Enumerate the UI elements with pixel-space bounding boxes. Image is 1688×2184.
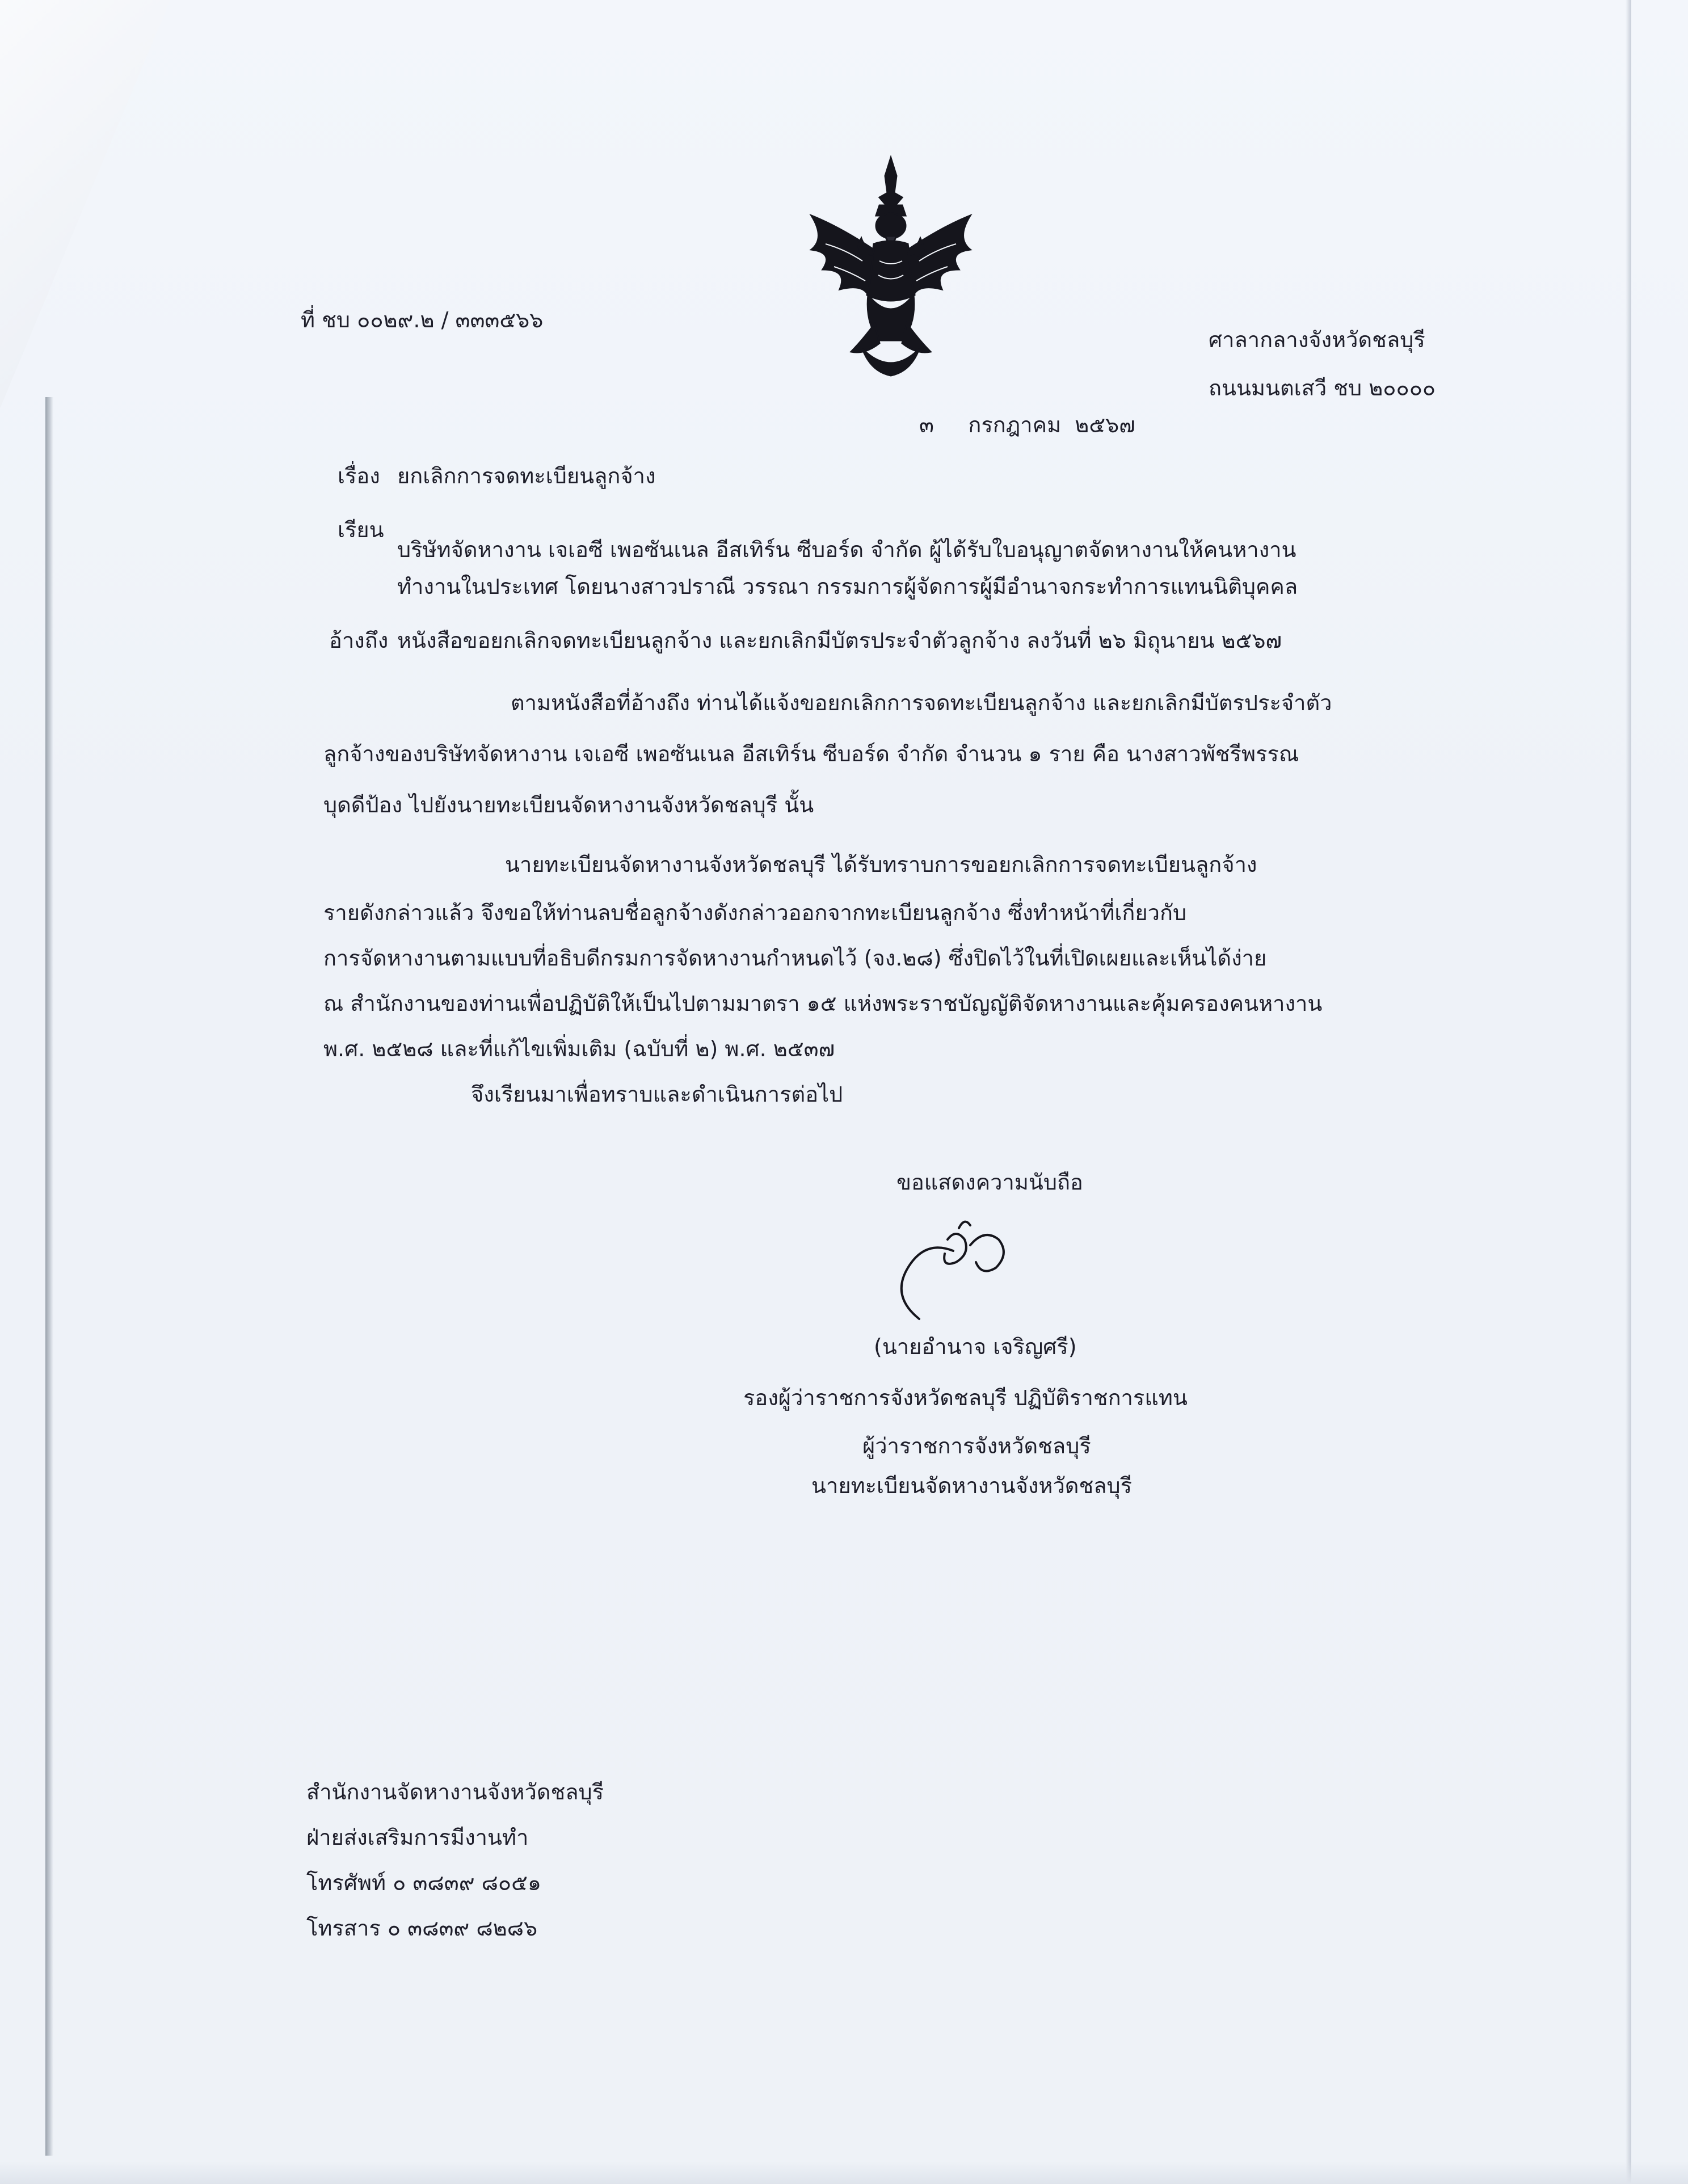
subject-text: ยกเลิกการจดทะเบียนลูกจ้าง [397,463,656,488]
recipient-label: เรียน [338,517,384,542]
para2-line: ณ สำนักงานของท่านเพื่อปฏิบัติให้เป็นไปตามมาตรา ๑๕ แห่งพระราชบัญญัติจัดหางานและคุ้มครองคนหางาน [323,991,1323,1016]
handwritten-signature [885,1205,1033,1336]
document-number: ที่ ชบ ๐๐๒๙.๒ / ๓๓๓๕๖๖ [301,307,544,332]
signatory-name: (นายอำนาจ เจริญศรี) [874,1334,1077,1359]
para1-line: ตามหนังสือที่อ้างถึง ท่านได้แจ้งขอยกเลิกการจดทะเบียนลูกจ้าง และยกเลิกมีบัตรประจำตัว [511,690,1332,715]
reference-label: อ้างถึง [329,628,389,653]
sender-address-line1: ศาลากลางจังหวัดชลบุรี [1209,327,1425,352]
para2-line: การจัดหางานตามแบบที่อธิบดีกรมการจัดหางานกำหนดไว้ (จง.๒๘) ซึ่งปิดไว้ในที่เปิดเผยและเห็นได้ง่าย [323,946,1267,971]
reference-text: หนังสือขอยกเลิกจดทะเบียนลูกจ้าง และยกเลิกมีบัตรประจำตัวลูกจ้าง ลงวันที่ ๒๖ มิถุนายน ๒๕๖๗ [397,628,1282,653]
signatory-position-3: นายทะเบียนจัดหางานจังหวัดชลบุรี [811,1473,1133,1498]
para2-line: พ.ศ. ๒๕๒๘ และที่แก้ไขเพิ่มเติม (ฉบับที่ ๒) พ.ศ. ๒๕๓๗ [323,1036,835,1061]
para1-line: ลูกจ้างของบริษัทจัดหางาน เจเอซี เพอซันเนล อีสเทิร์น ซีบอร์ด จำกัด จำนวน ๑ ราย คือ นางสาวพัชรีพรรณ [323,741,1299,766]
paper-left-edge [45,397,53,2156]
signatory-position-1: รองผู้ว่าราชการจังหวัดชลบุรี ปฏิบัติราชการแทน [743,1385,1188,1410]
recipient-line-1: บริษัทจัดหางาน เจเอซี เพอซันเนล อีสเทิร์น ซีบอร์ด จำกัด ผู้ได้รับใบอนุญาตจัดหางานให้คนหางาน [397,537,1296,562]
footer-division: ฝ่ายส่งเสริมการมีงานทำ [306,1825,529,1850]
para1-line: บุดดีป้อง ไปยังนายทะเบียนจัดหางานจังหวัดชลบุรี นั้น [323,792,814,817]
closing-salutation: ขอแสดงความนับถือ [896,1170,1083,1195]
closing-request: จึงเรียนมาเพื่อทราบและดำเนินการต่อไป [471,1082,843,1107]
subject-label: เรื่อง [338,463,380,488]
footer-phone: โทรศัพท์ ๐ ๓๘๓๙ ๘๐๕๑ [306,1870,542,1895]
sender-address-line2: ถนนมนตเสวี ชบ ๒๐๐๐๐ [1209,376,1436,400]
paper-right-edge [1626,0,1631,2184]
signatory-position-2: ผู้ว่าราชการจังหวัดชลบุรี [862,1433,1091,1458]
para2-line: นายทะเบียนจัดหางานจังหวัดชลบุรี ได้รับทราบการขอยกเลิกการจดทะเบียนลูกจ้าง [505,852,1257,877]
footer-fax: โทรสาร ๐ ๓๘๓๙ ๘๒๘๖ [306,1916,538,1941]
para2-line: รายดังกล่าวแล้ว จึงขอให้ท่านลบชื่อลูกจ้างดังกล่าวออกจากทะเบียนลูกจ้าง ซึ่งทำหน้าที่เกี่ยวกับ [323,900,1187,925]
garuda-emblem-icon [794,153,987,380]
recipient-line-2: ทำงานในประเทศ โดยนางสาวปราณี วรรณา กรรมการผู้จัดการผู้มีอำนาจกระทำการแทนนิติบุคคล [397,574,1298,599]
document-date: ๓ กรกฎาคม ๒๕๖๗ [919,412,1135,437]
paper-bottom-edge [0,2161,1688,2184]
footer-office: สำนักงานจัดหางานจังหวัดชลบุรี [306,1780,604,1804]
